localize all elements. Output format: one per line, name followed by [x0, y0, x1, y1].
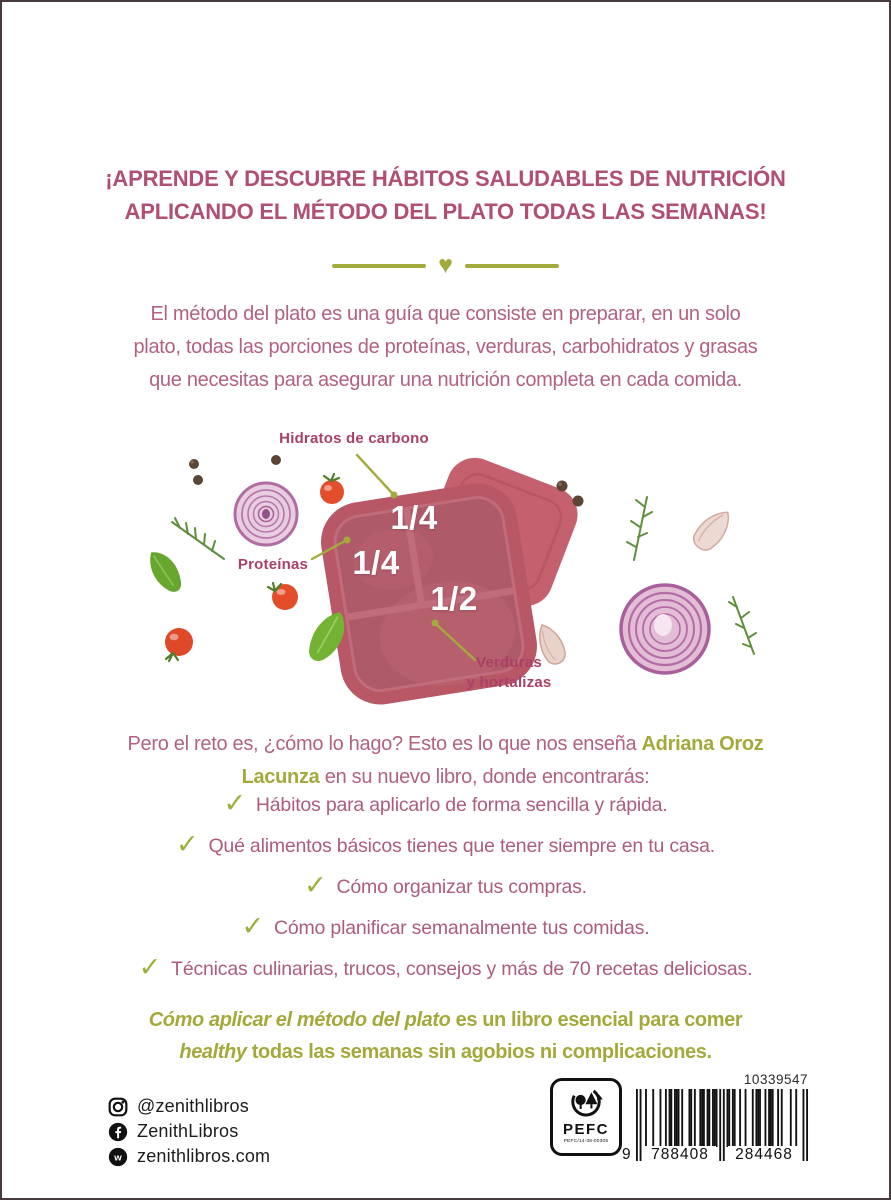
checklist-item-text: Cómo organizar tus compras. [336, 876, 587, 898]
label-proteinas: Proteínas [237, 556, 309, 573]
challenge-text-2: en su nuevo libro, donde encontrarás: [319, 766, 650, 788]
closing-text-1: es un libro esencial para comer [450, 1009, 743, 1031]
label-verduras-line2: y hortalizas [466, 674, 552, 691]
intro-paragraph [2, 298, 889, 397]
checklist-item [304, 870, 587, 901]
isbn-group-2: 284468 [728, 1146, 800, 1164]
check-icon: ✓ [138, 952, 162, 982]
facebook-icon [108, 1122, 128, 1142]
healthy-italic: healthy [179, 1041, 247, 1063]
checklist-item-text: Qué alimentos básicos tienes que tener siempre en tu casa. [208, 835, 715, 857]
intro-line-1: El método del plato es una guía que consiste en preparar, en un solo [150, 303, 741, 325]
portion-carbs: 1/4 [390, 499, 438, 536]
divider-line-right [465, 264, 559, 269]
portion-protein: 1/4 [352, 544, 400, 581]
intro-line-2: plato, todas las porciones de proteínas, verduras, carbohidratos y grasas [133, 336, 758, 358]
web-icon [108, 1147, 128, 1167]
checklist-item-text: Cómo planificar semanalmente tus comidas. [273, 917, 650, 939]
author-name-part2: Lacunza [241, 766, 320, 788]
checklist [2, 788, 889, 983]
pefc-tree-icon [568, 1085, 604, 1121]
plate-method-illustration [2, 422, 891, 722]
challenge-text: Pero el reto es, ¿cómo lo hago? Esto es lo que nos enseña [127, 733, 642, 755]
facebook-handle: ZenithLibros [137, 1121, 239, 1141]
checklist-item [241, 911, 650, 942]
website-url: zenithlibros.com [137, 1146, 271, 1166]
headline-line-2: APLICANDO EL MÉTODO DEL PLATO TODAS LAS SEMANAS! [124, 199, 767, 224]
isbn-group-1: 788408 [644, 1146, 716, 1164]
heart-icon: ♥ [438, 250, 453, 279]
author-name-part1: Adriana Oroz [641, 733, 764, 755]
challenge-paragraph [2, 728, 889, 794]
checklist-item [176, 829, 715, 860]
onion-slice-left-icon [235, 483, 297, 545]
label-hidratos-de-carbono: Hidratos de carbono [279, 430, 429, 447]
social-instagram[interactable] [108, 1096, 270, 1117]
social-website[interactable] [108, 1146, 270, 1167]
instagram-handle: @zenithlibros [137, 1096, 249, 1116]
divider-line-left [332, 264, 426, 269]
closing-paragraph [2, 1004, 889, 1068]
pefc-certification-logo [550, 1078, 622, 1156]
checklist-item-text: Técnicas culinarias, trucos, consejos y más de 70 recetas deliciosas. [171, 958, 753, 980]
closing-line-2 [2, 1036, 889, 1068]
closing-line-1 [2, 1004, 889, 1036]
headline [2, 162, 889, 228]
onion-slice-right-icon [621, 585, 709, 673]
barcode-top-number: 10339547 [743, 1072, 808, 1087]
portion-veg: 1/2 [430, 580, 478, 617]
svg-text:w: w [114, 1152, 122, 1163]
barcode-bars-wrap [622, 1089, 810, 1181]
intro-line-3: que necesitas para asegurar una nutrición completa en cada comida. [149, 369, 742, 391]
checklist-item [223, 788, 668, 819]
check-icon: ✓ [304, 870, 327, 900]
publisher-social-links [108, 1096, 270, 1167]
isbn-barcode [622, 1072, 810, 1181]
label-verduras-line1: Verduras [476, 654, 542, 671]
check-icon: ✓ [176, 829, 199, 859]
headline-line-1: ¡APRENDE Y DESCUBRE HÁBITOS SALUDABLES DE NUTRICIÓN [105, 166, 786, 191]
pefc-label: PEFC [562, 1121, 609, 1138]
challenge-line-1 [2, 728, 889, 761]
challenge-line-2 [2, 761, 889, 794]
isbn-digit-first: 9 [622, 1146, 635, 1164]
checklist-item [138, 952, 753, 983]
social-facebook[interactable] [108, 1121, 270, 1142]
pefc-code: PEFC/14-38-00305 [563, 1139, 609, 1144]
book-title-italic: Cómo aplicar el método del plato [148, 1009, 451, 1031]
check-icon: ✓ [241, 911, 264, 941]
instagram-icon [108, 1097, 128, 1117]
check-icon: ✓ [223, 788, 246, 818]
closing-text-2: todas las semanas sin agobios ni complicaciones. [246, 1041, 712, 1063]
divider [2, 248, 889, 284]
checklist-item-text: Hábitos para aplicarlo de forma sencilla y rápida. [255, 794, 668, 816]
